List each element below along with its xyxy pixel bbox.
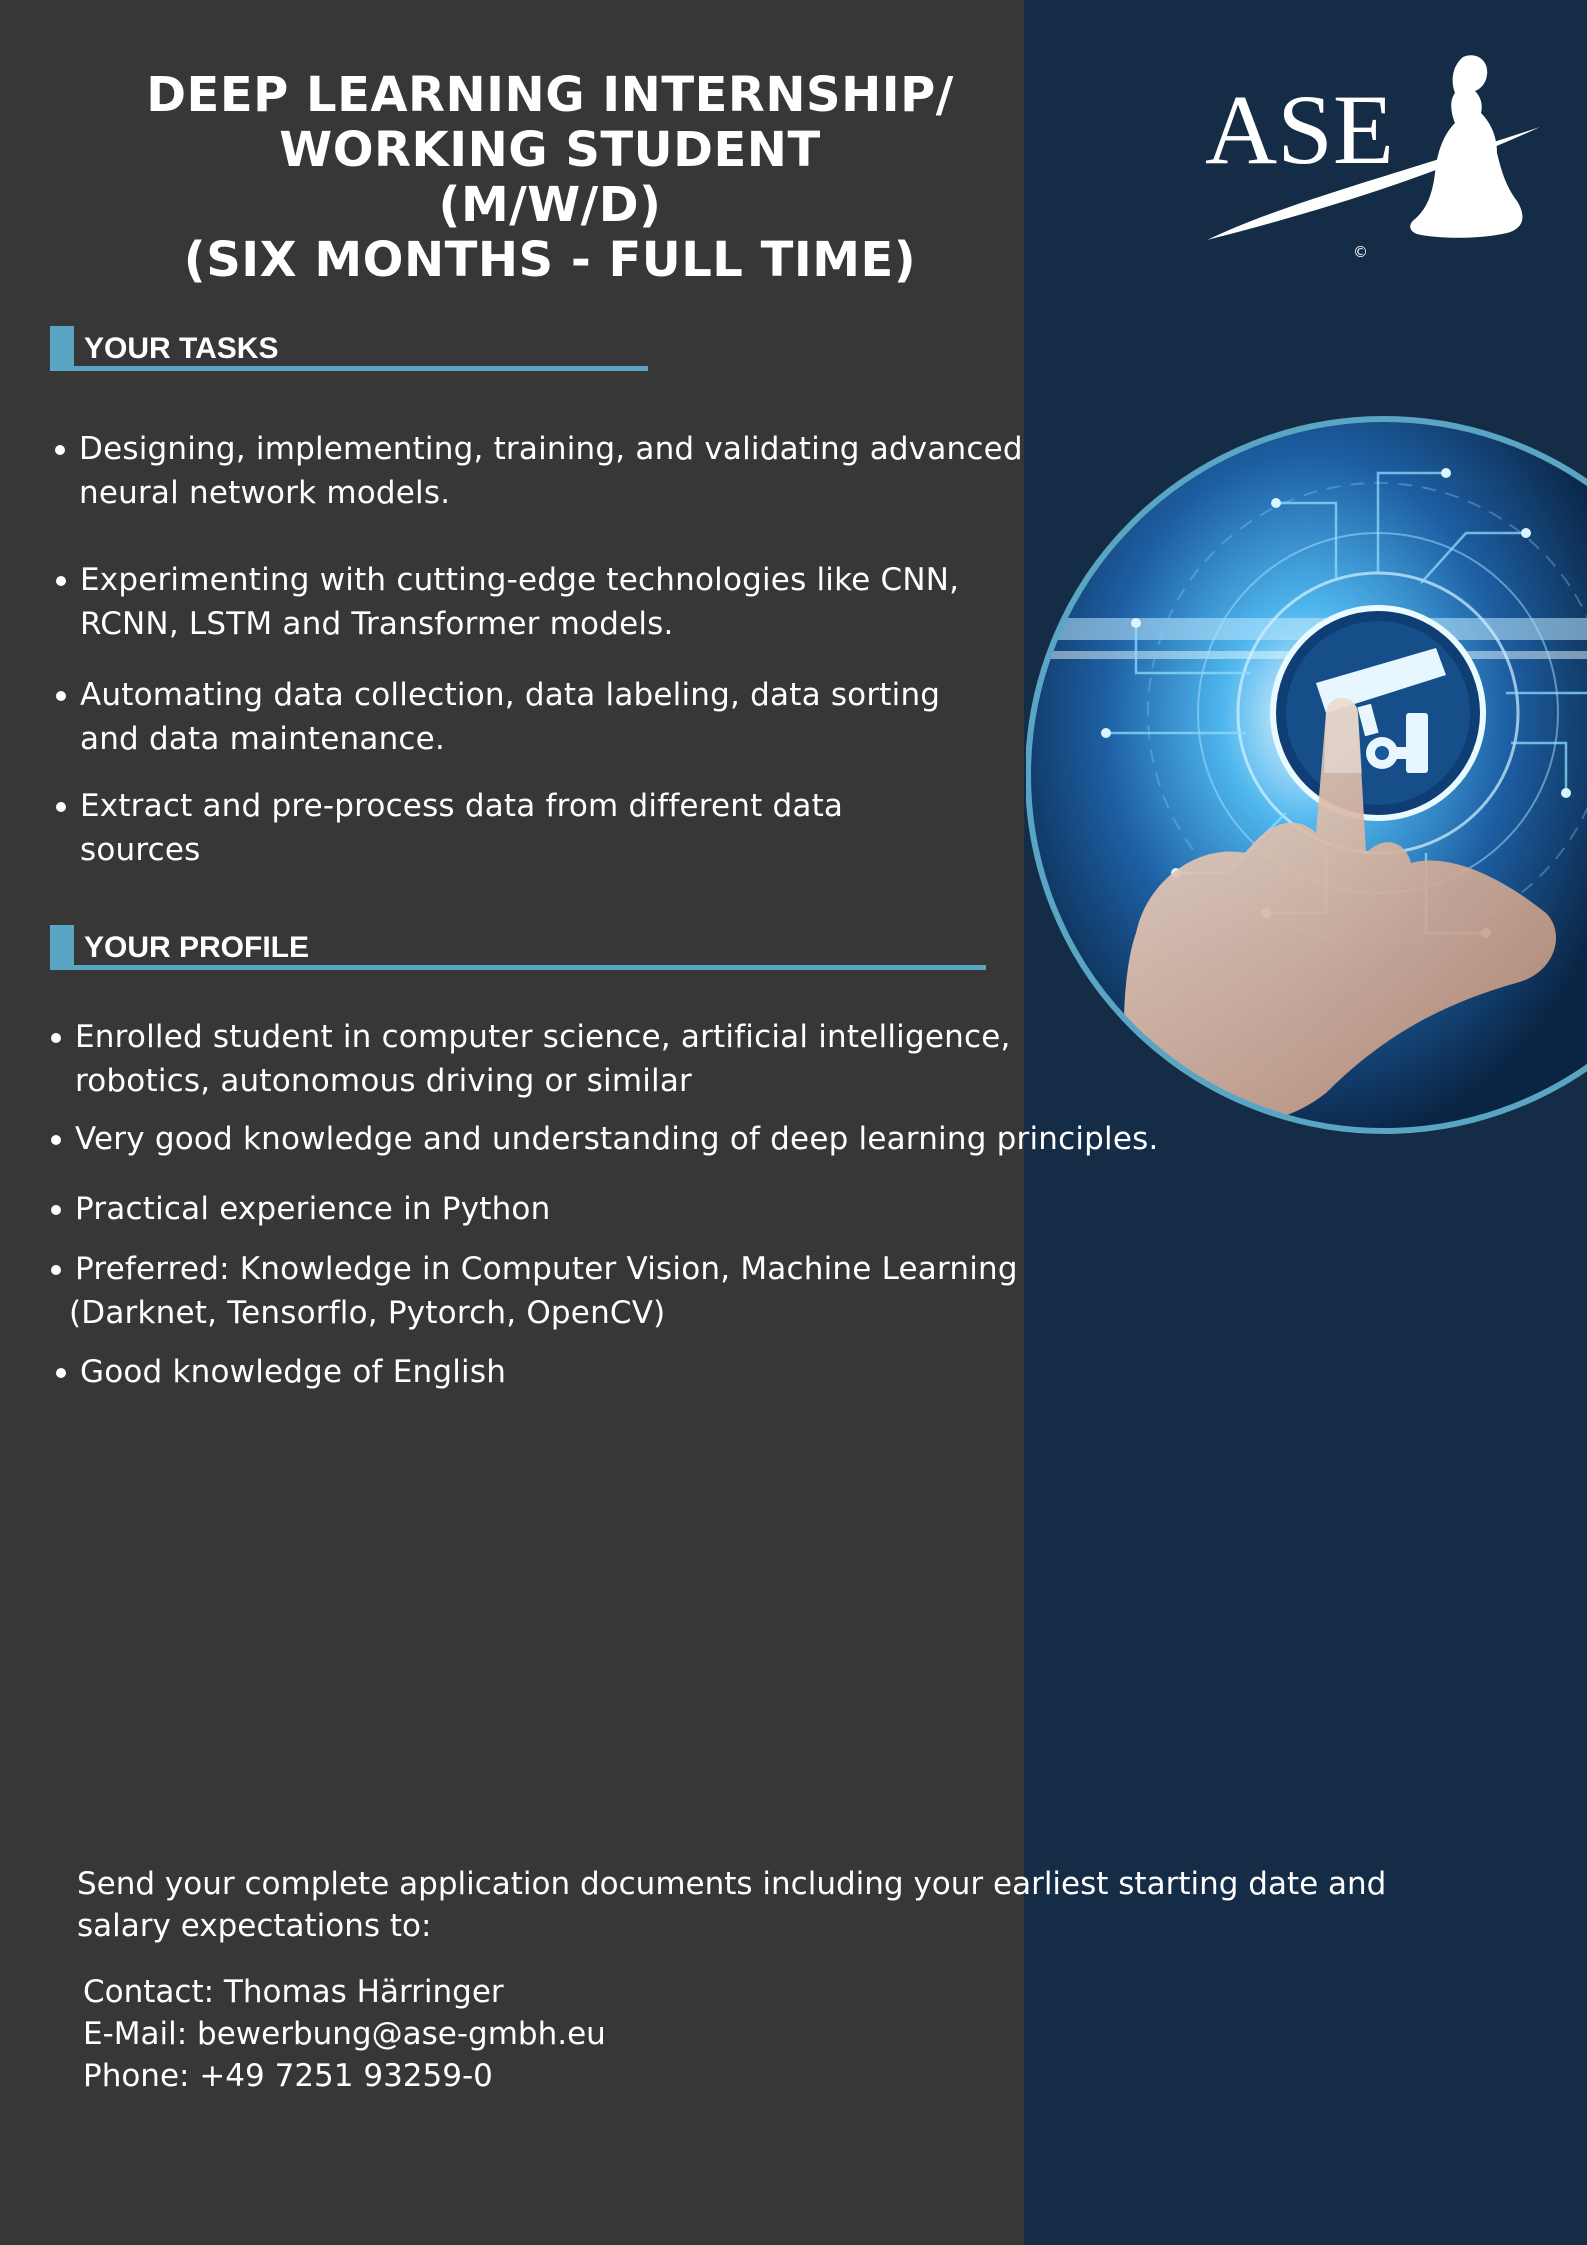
bullet-dot: [55, 445, 65, 455]
job-title-line: DEEP LEARNING INTERNSHIP/: [146, 67, 954, 123]
profile-text: robotics, autonomous driving or similar: [75, 1063, 693, 1099]
ase-logo: [1195, 45, 1545, 270]
bullet-dot: [56, 802, 66, 812]
job-title: [100, 68, 1000, 288]
task-text: RCNN, LSTM and Transformer models.: [80, 606, 674, 642]
task-text: neural network models.: [79, 475, 451, 511]
task-text: Extract and pre-process data from different data: [80, 788, 844, 824]
profile-item: [80, 1350, 506, 1394]
heading-underline: [50, 965, 986, 970]
bullet-dot: [51, 1205, 61, 1215]
profile-item: [75, 1187, 550, 1231]
contact-phone[interactable]: Phone: +49 7251 93259-0: [83, 2058, 493, 2094]
job-title-line: (M/W/D): [438, 177, 662, 233]
application-text: salary expectations to:: [77, 1908, 432, 1944]
task-text: Automating data collection, data labeling, data sorting: [80, 677, 941, 713]
bullet-dot: [56, 1368, 66, 1378]
bullet-dot: [51, 1033, 61, 1043]
task-item: [80, 558, 959, 646]
copyright-mark: ©: [1353, 243, 1368, 261]
bullet-dot: [56, 691, 66, 701]
job-title-line: (SIX MONTHS - FULL TIME): [183, 232, 917, 288]
heading-accent-bar: [50, 326, 74, 370]
job-title-line: WORKING STUDENT: [279, 122, 821, 178]
heading-underline: [50, 366, 648, 371]
bullet-dot: [51, 1265, 61, 1275]
task-item: [80, 784, 843, 872]
task-text: Experimenting with cutting-edge technologies like CNN,: [80, 562, 960, 598]
application-note: [77, 1863, 1386, 1947]
task-item: [79, 427, 1023, 515]
profile-text: Preferred: Knowledge in Computer Vision, Machine Learning: [75, 1251, 1018, 1287]
profile-heading-label: YOUR PROFILE: [84, 931, 310, 964]
task-text: sources: [80, 832, 201, 868]
contact-email[interactable]: E-Mail: bewerbung@ase-gmbh.eu: [83, 2016, 606, 2052]
task-text: Designing, implementing, training, and validating advanced: [79, 431, 1023, 467]
profile-item: [75, 1117, 1159, 1161]
bullet-dot: [51, 1135, 61, 1145]
bullet-dot: [56, 576, 66, 586]
profile-item: [69, 1247, 1018, 1335]
task-text: and data maintenance.: [80, 721, 445, 757]
application-text: Send your complete application documents including your earliest starting date and: [77, 1866, 1387, 1902]
profile-text: Practical experience in Python: [75, 1191, 551, 1227]
tasks-heading-label: YOUR TASKS: [84, 332, 279, 365]
profile-text: (Darknet, Tensorflo, Pytorch, OpenCV): [69, 1295, 666, 1331]
task-item: [80, 673, 940, 761]
figure-silhouette: [1410, 55, 1522, 238]
ase-logo-text: ASE: [1205, 74, 1394, 185]
heading-accent-bar: [50, 925, 74, 969]
profile-text: Good knowledge of English: [80, 1354, 507, 1390]
profile-text: Enrolled student in computer science, artificial intelligence,: [75, 1019, 1011, 1055]
contact-block: [83, 1971, 606, 2097]
profile-text: Very good knowledge and understanding of deep learning principles.: [75, 1121, 1159, 1157]
contact-name: Contact: Thomas Härringer: [83, 1974, 504, 2010]
ai-illustration: [1026, 413, 1587, 1137]
profile-item: [75, 1015, 1011, 1103]
